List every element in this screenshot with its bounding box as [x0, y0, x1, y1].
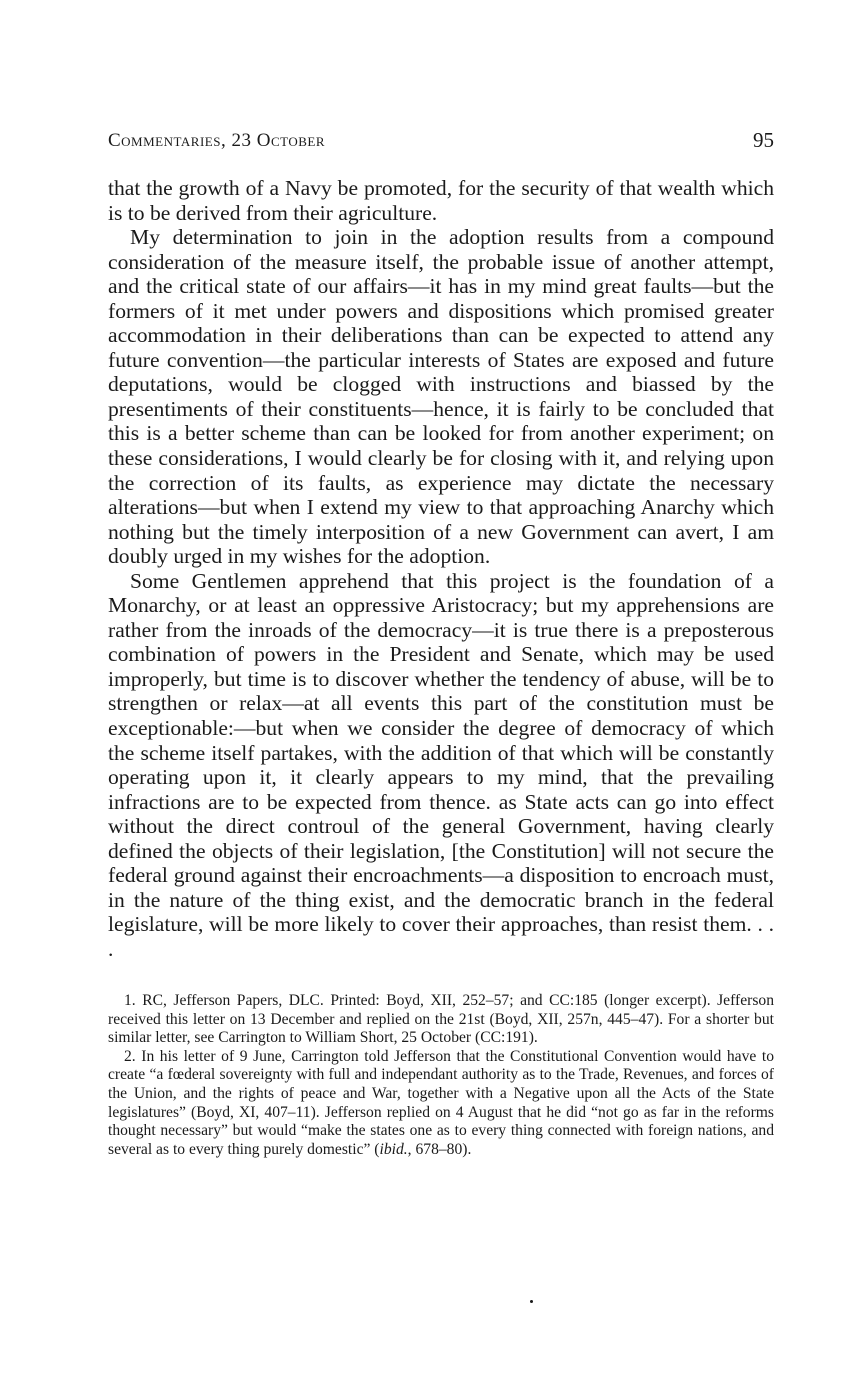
- running-head: [108, 128, 774, 158]
- footnote-1: [108, 992, 774, 1048]
- footnote-2-tail: , 678–80).: [407, 1140, 472, 1158]
- paragraph-continuation: that the growth of a Navy be promoted, for the security of that wealth which is to be derived from their agriculture.: [108, 176, 774, 225]
- running-title: Commentaries, 23 October: [108, 130, 325, 151]
- stray-mark: [530, 1300, 533, 1303]
- footnote-2-text: 2. In his letter of 9 June, Carrington told Jefferson that the Constitutional Convention would have to create “a fœderal sovereignty with full and independant authority as to the Trade, Revenues, and forces of the Union, and the rights of peace and War, together with a Negative upon all the Acts of the State legislatures” (Boyd, XI, 407–11). Jefferson replied on 4 August that he did “not go as far in the reforms thought necessary” but would “make the states one as to every thing connected with foreign nations, and several as to every thing purely domestic” (: [108, 1047, 774, 1158]
- body-text: [108, 176, 774, 962]
- footnote-1-text: 1. RC, Jefferson Papers, DLC. Printed: Boyd, XII, 252–57; and CC:185 (longer excerpt). Jefferson received this letter on 13 December and replied on the 21st (Boyd, XII, 257n, 445–47). For a shorter but similar letter, see Carrington to William Short, 25 October (CC:191).: [108, 992, 774, 1047]
- footnote-2-ibid: ibid.: [379, 1140, 408, 1158]
- paragraph-determination: My determination to join in the adoption results from a compound consideration of the measure itself, the probable issue of another attempt, and the critical state of our affairs—it has in my mind great faults—but the formers of it met under powers and dispositions which promised greater accommodation in their deliberations than can be expected to attend any future convention—the particular interests of States are exposed and future deputations, would be clogged with instructions and biassed by the presentiments of their constituents—hence, it is fairly to be concluded that this is a better scheme than can be looked for from another experiment; on these considerations, I would clearly be for closing with it, and relying upon the correction of its faults, as experience may dictate the necessary alterations—but when I extend my view to that approaching Anarchy which nothing but the timely interposition of a new Government can avert, I am doubly urged in my wishes for the adoption.: [108, 225, 774, 569]
- footnotes: [108, 992, 774, 1159]
- paragraph-monarchy: Some Gentlemen apprehend that this project is the foundation of a Monarchy, or at least an oppressive Aristocracy; but my apprehensions are rather from the inroads of the democracy—it is true there is a preposterous combination of powers in the President and Senate, which may be used improperly, but time is to discover whether the tendency of abuse, will be to strengthen or relax—at all events this part of the constitution must be exceptionable:—but when we consider the degree of democracy of which the scheme itself partakes, with the addition of that which will be constantly operating upon it, it clearly appears to my mind, that the prevailing infractions are to be expected from thence. as State acts can go into effect without the direct controul of the general Government, having clearly defined the objects of their legislation, [the Constitution] will not secure the federal ground against their encroachments—a disposition to encroach must, in the nature of the thing exist, and the democratic branch in the federal legislature, will be more likely to cover their approaches, than resist them. . . .: [108, 568, 774, 961]
- footnote-2: [108, 1048, 774, 1160]
- page-number: 95: [753, 128, 774, 152]
